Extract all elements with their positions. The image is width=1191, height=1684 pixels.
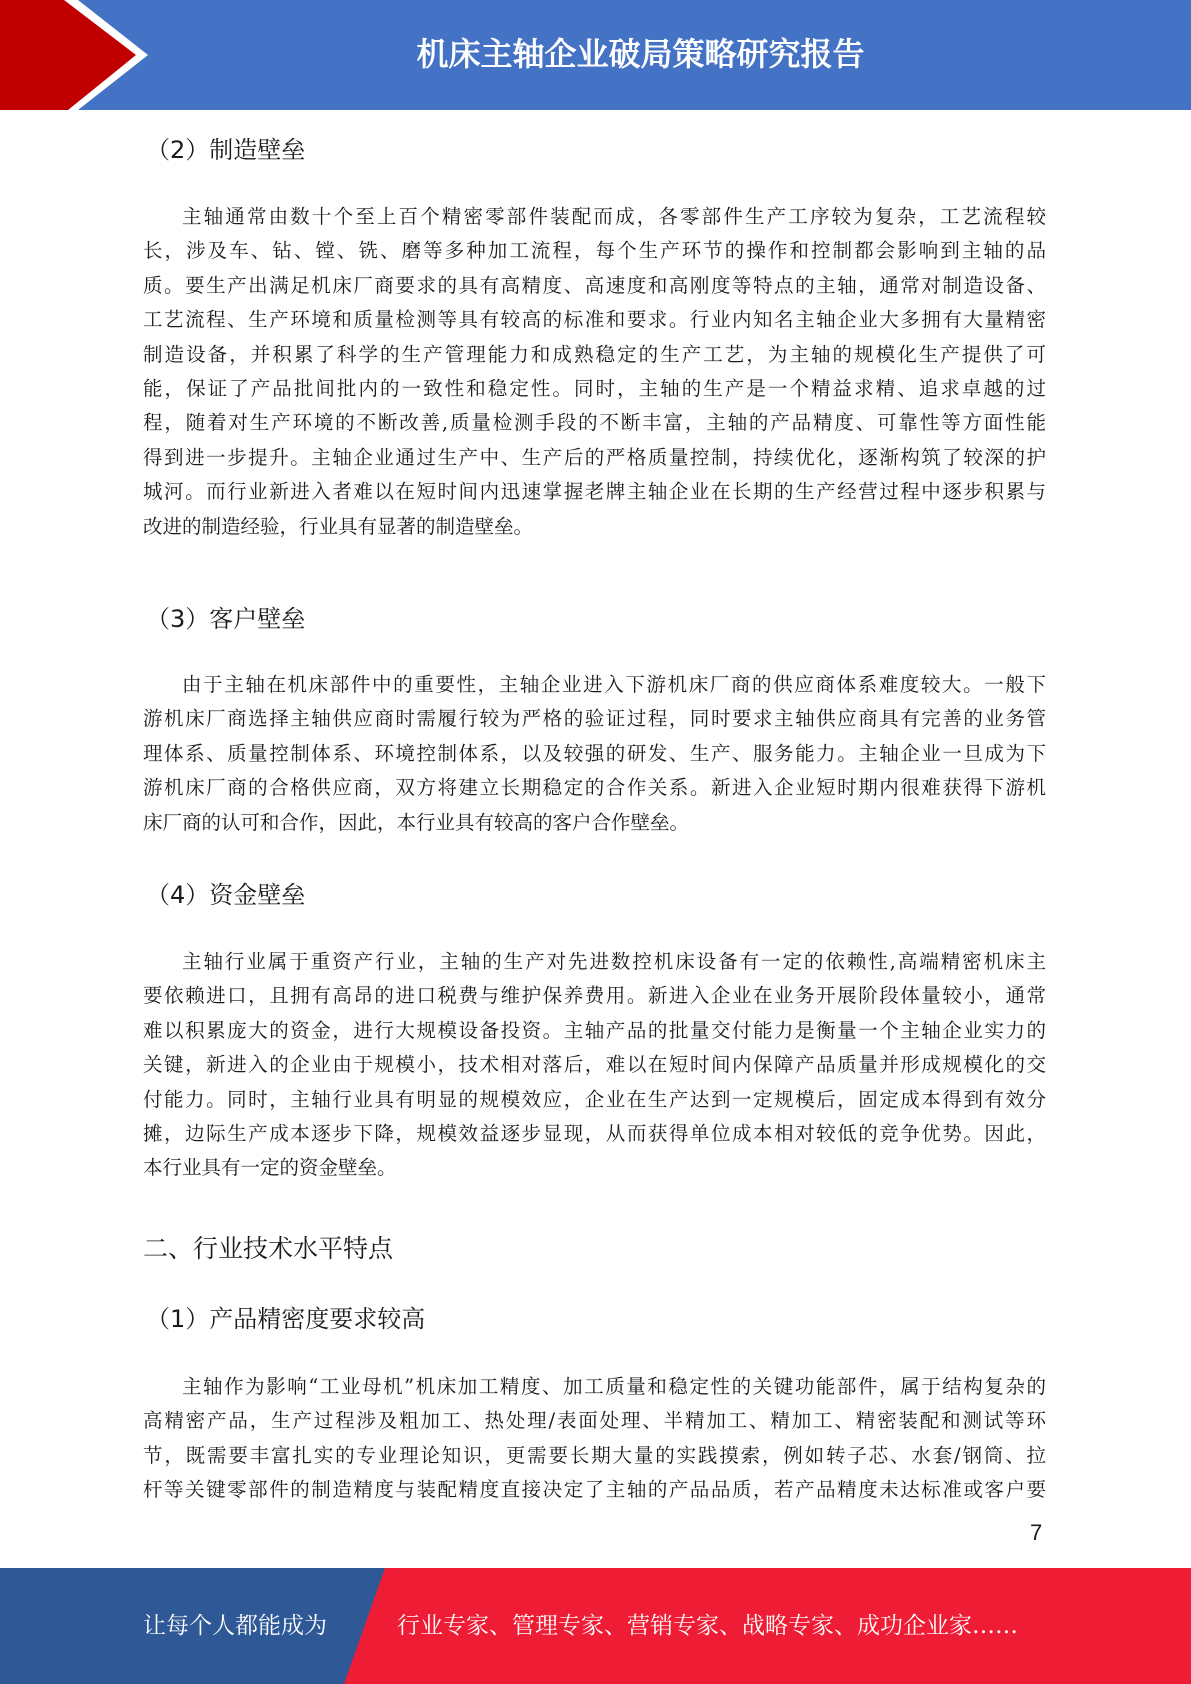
paragraph	[143, 945, 1046, 1186]
paragraph-line: 城河。而行业新进入者难以在短时间内迅速掌握老牌主轴企业在长期的生产经营过程中逐步积累与	[143, 480, 1046, 504]
paragraph-line: 长，涉及车、钻、镗、铣、磨等多种加工流程，每个生产环节的操作和控制都会影响到主轴的品	[143, 239, 1046, 263]
paragraph	[143, 1370, 1046, 1508]
paragraph-line: 主轴行业属于重资产行业，主轴的生产对先进数控机床设备有一定的依赖性,高端精密机床主	[182, 950, 1046, 973]
paragraph-line: 主轴通常由数十个至上百个精密零部件装配而成，各零部件生产工序较为复杂，工艺流程较	[182, 205, 1046, 228]
section-heading: （4）资金壁垒	[146, 881, 306, 909]
page-footer	[0, 1568, 1191, 1684]
paragraph-line: 制造设备，并积累了科学的生产管理能力和成熟稳定的生产工艺，为主轴的规模化生产提供了可	[143, 342, 1046, 366]
paragraph-line: 程，随着对生产环境的不断改善,质量检测手段的不断丰富，主轴的产品精度、可靠性等方面性能	[143, 411, 1046, 435]
document-title: 机床主轴企业破局策略研究报告	[416, 35, 865, 73]
section-heading: （1）产品精密度要求较高	[146, 1305, 426, 1333]
paragraph-line: 床厂商的认可和合作，因此，本行业具有较高的客户合作壁垒。	[143, 810, 690, 834]
section-heading: （2）制造壁垒	[146, 136, 306, 164]
paragraph-line: 改进的制造经验，行业具有显著的制造壁垒。	[143, 514, 534, 538]
paragraph-line: 摊，边际生产成本逐步下降，规模效益逐步显现，从而获得单位成本相对较低的竞争优势。因此，	[143, 1121, 1046, 1145]
page-number: 7	[1030, 1520, 1043, 1545]
paragraph-line: 难以积累庞大的资金，进行大规模设备投资。主轴产品的批量交付能力是衡量一个主轴企业实力的	[143, 1018, 1046, 1042]
paragraph-line: 要依赖进口，且拥有高昂的进口税费与维护保养费用。新进入企业在业务开展阶段体量较小，通常	[143, 984, 1046, 1008]
paragraph-line: 能，保证了产品批间批内的一致性和稳定性。同时，主轴的生产是一个精益求精、追求卓越的过	[143, 376, 1046, 400]
paragraph-line: 主轴作为影响“工业母机”机床加工精度、加工质量和稳定性的关键功能部件，属于结构复杂的	[182, 1375, 1046, 1398]
paragraph-line: 关键，新进入的企业由于规模小，技术相对落后，难以在短时间内保障产品质量并形成规模化的交	[143, 1053, 1046, 1077]
chapter-heading: 二、行业技术水平特点	[143, 1234, 394, 1263]
paragraph-line: 得到进一步提升。主轴企业通过生产中、生产后的严格质量控制，持续优化，逐渐构筑了较深的护	[143, 445, 1046, 469]
paragraph-line: 由于主轴在机床部件中的重要性，主轴企业进入下游机床厂商的供应商体系难度较大。一般下	[182, 673, 1046, 696]
footer-slogan-right: 行业专家、管理专家、营销专家、战略专家、成功企业家……	[397, 1613, 1018, 1639]
paragraph-line: 工艺流程、生产环境和质量检测等具有较高的标准和要求。行业内知名主轴企业大多拥有大量精密	[143, 308, 1046, 332]
paragraph-line: 本行业具有一定的资金壁垒。	[143, 1156, 397, 1180]
paragraph-line: 理体系、质量控制体系、环境控制体系，以及较强的研发、生产、服务能力。主轴企业一旦成为下	[143, 741, 1046, 765]
paragraph-line: 节，既需要丰富扎实的专业理论知识，更需要长期大量的实践摸索，例如转子芯、水套/钢筒、拉	[143, 1443, 1046, 1467]
paragraph-line: 付能力。同时，主轴行业具有明显的规模效应，企业在生产达到一定规模后，固定成本得到有效分	[143, 1087, 1046, 1111]
paragraph-line: 高精密产品，生产过程涉及粗加工、热处理/表面处理、半精加工、精加工、精密装配和测试等环	[143, 1409, 1046, 1433]
paragraph	[143, 200, 1046, 544]
paragraph	[143, 668, 1046, 840]
paragraph-line: 杆等关键零部件的制造精度与装配精度直接决定了主轴的产品品质，若产品精度未达标准或客户要	[143, 1478, 1046, 1502]
page-header	[0, 0, 1191, 110]
section-heading: （3）客户壁垒	[146, 605, 306, 633]
paragraph-line: 游机床厂商的合格供应商，双方将建立长期稳定的合作关系。新进入企业短时期内很难获得下游机	[143, 776, 1046, 800]
paragraph-line: 游机床厂商选择主轴供应商时需履行较为严格的验证过程，同时要求主轴供应商具有完善的业务管	[143, 707, 1046, 731]
paragraph-line: 质。要生产出满足机床厂商要求的具有高精度、高速度和高刚度等特点的主轴，通常对制造设备、	[143, 273, 1046, 297]
footer-slogan-left: 让每个人都能成为	[143, 1613, 327, 1639]
